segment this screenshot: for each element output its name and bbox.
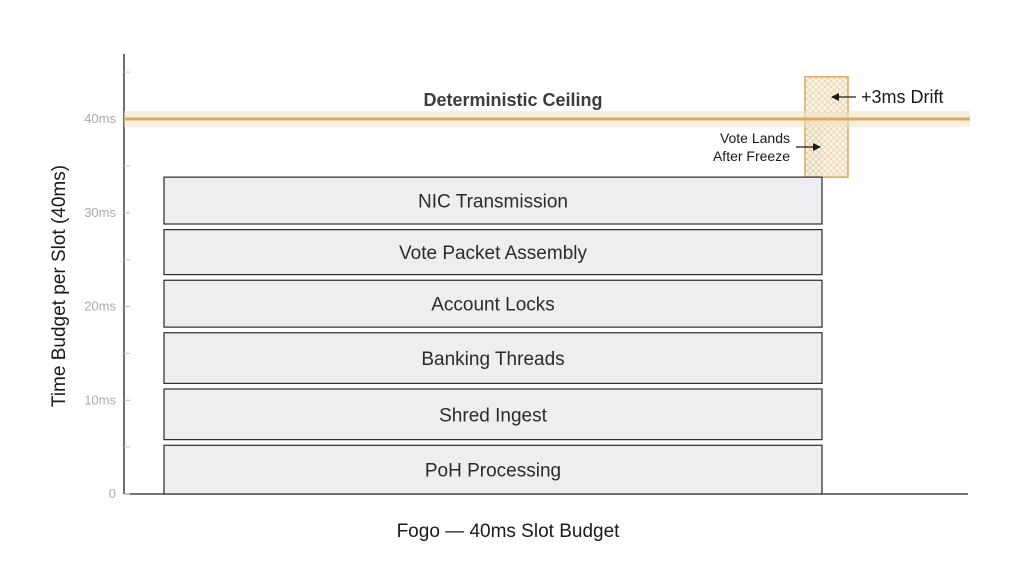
segment-label: Vote Packet Assembly xyxy=(399,243,587,265)
y-tick-label: 0 xyxy=(108,486,116,501)
y-axis-label: Time Budget per Slot (40ms) xyxy=(49,164,70,408)
y-minor-ticks xyxy=(124,72,130,447)
y-tick-label: 20ms xyxy=(84,298,116,314)
segment-label: PoH Processing xyxy=(424,460,562,482)
vote-annotation-line1: Vote Lands xyxy=(719,130,790,146)
stacked-segments xyxy=(164,177,822,494)
segment-label: Account Locks xyxy=(431,294,555,316)
drift-annotation: +3ms Drift xyxy=(861,87,944,107)
deterministic-ceiling-label: Deterministic Ceiling xyxy=(423,90,603,110)
x-axis-label: Fogo — 40ms Slot Budget xyxy=(396,521,620,542)
y-tick-labels xyxy=(84,111,130,501)
segment-label: Banking Threads xyxy=(421,349,565,371)
y-tick-label: 40ms xyxy=(84,111,116,126)
vote-annotation-line2: After Freeze xyxy=(712,148,790,164)
y-tick-label: 10ms xyxy=(84,392,116,408)
y-tick-label: 30ms xyxy=(84,204,116,220)
segment-label: Shred Ingest xyxy=(439,405,547,427)
segment-label: NIC Transmission xyxy=(418,191,568,213)
